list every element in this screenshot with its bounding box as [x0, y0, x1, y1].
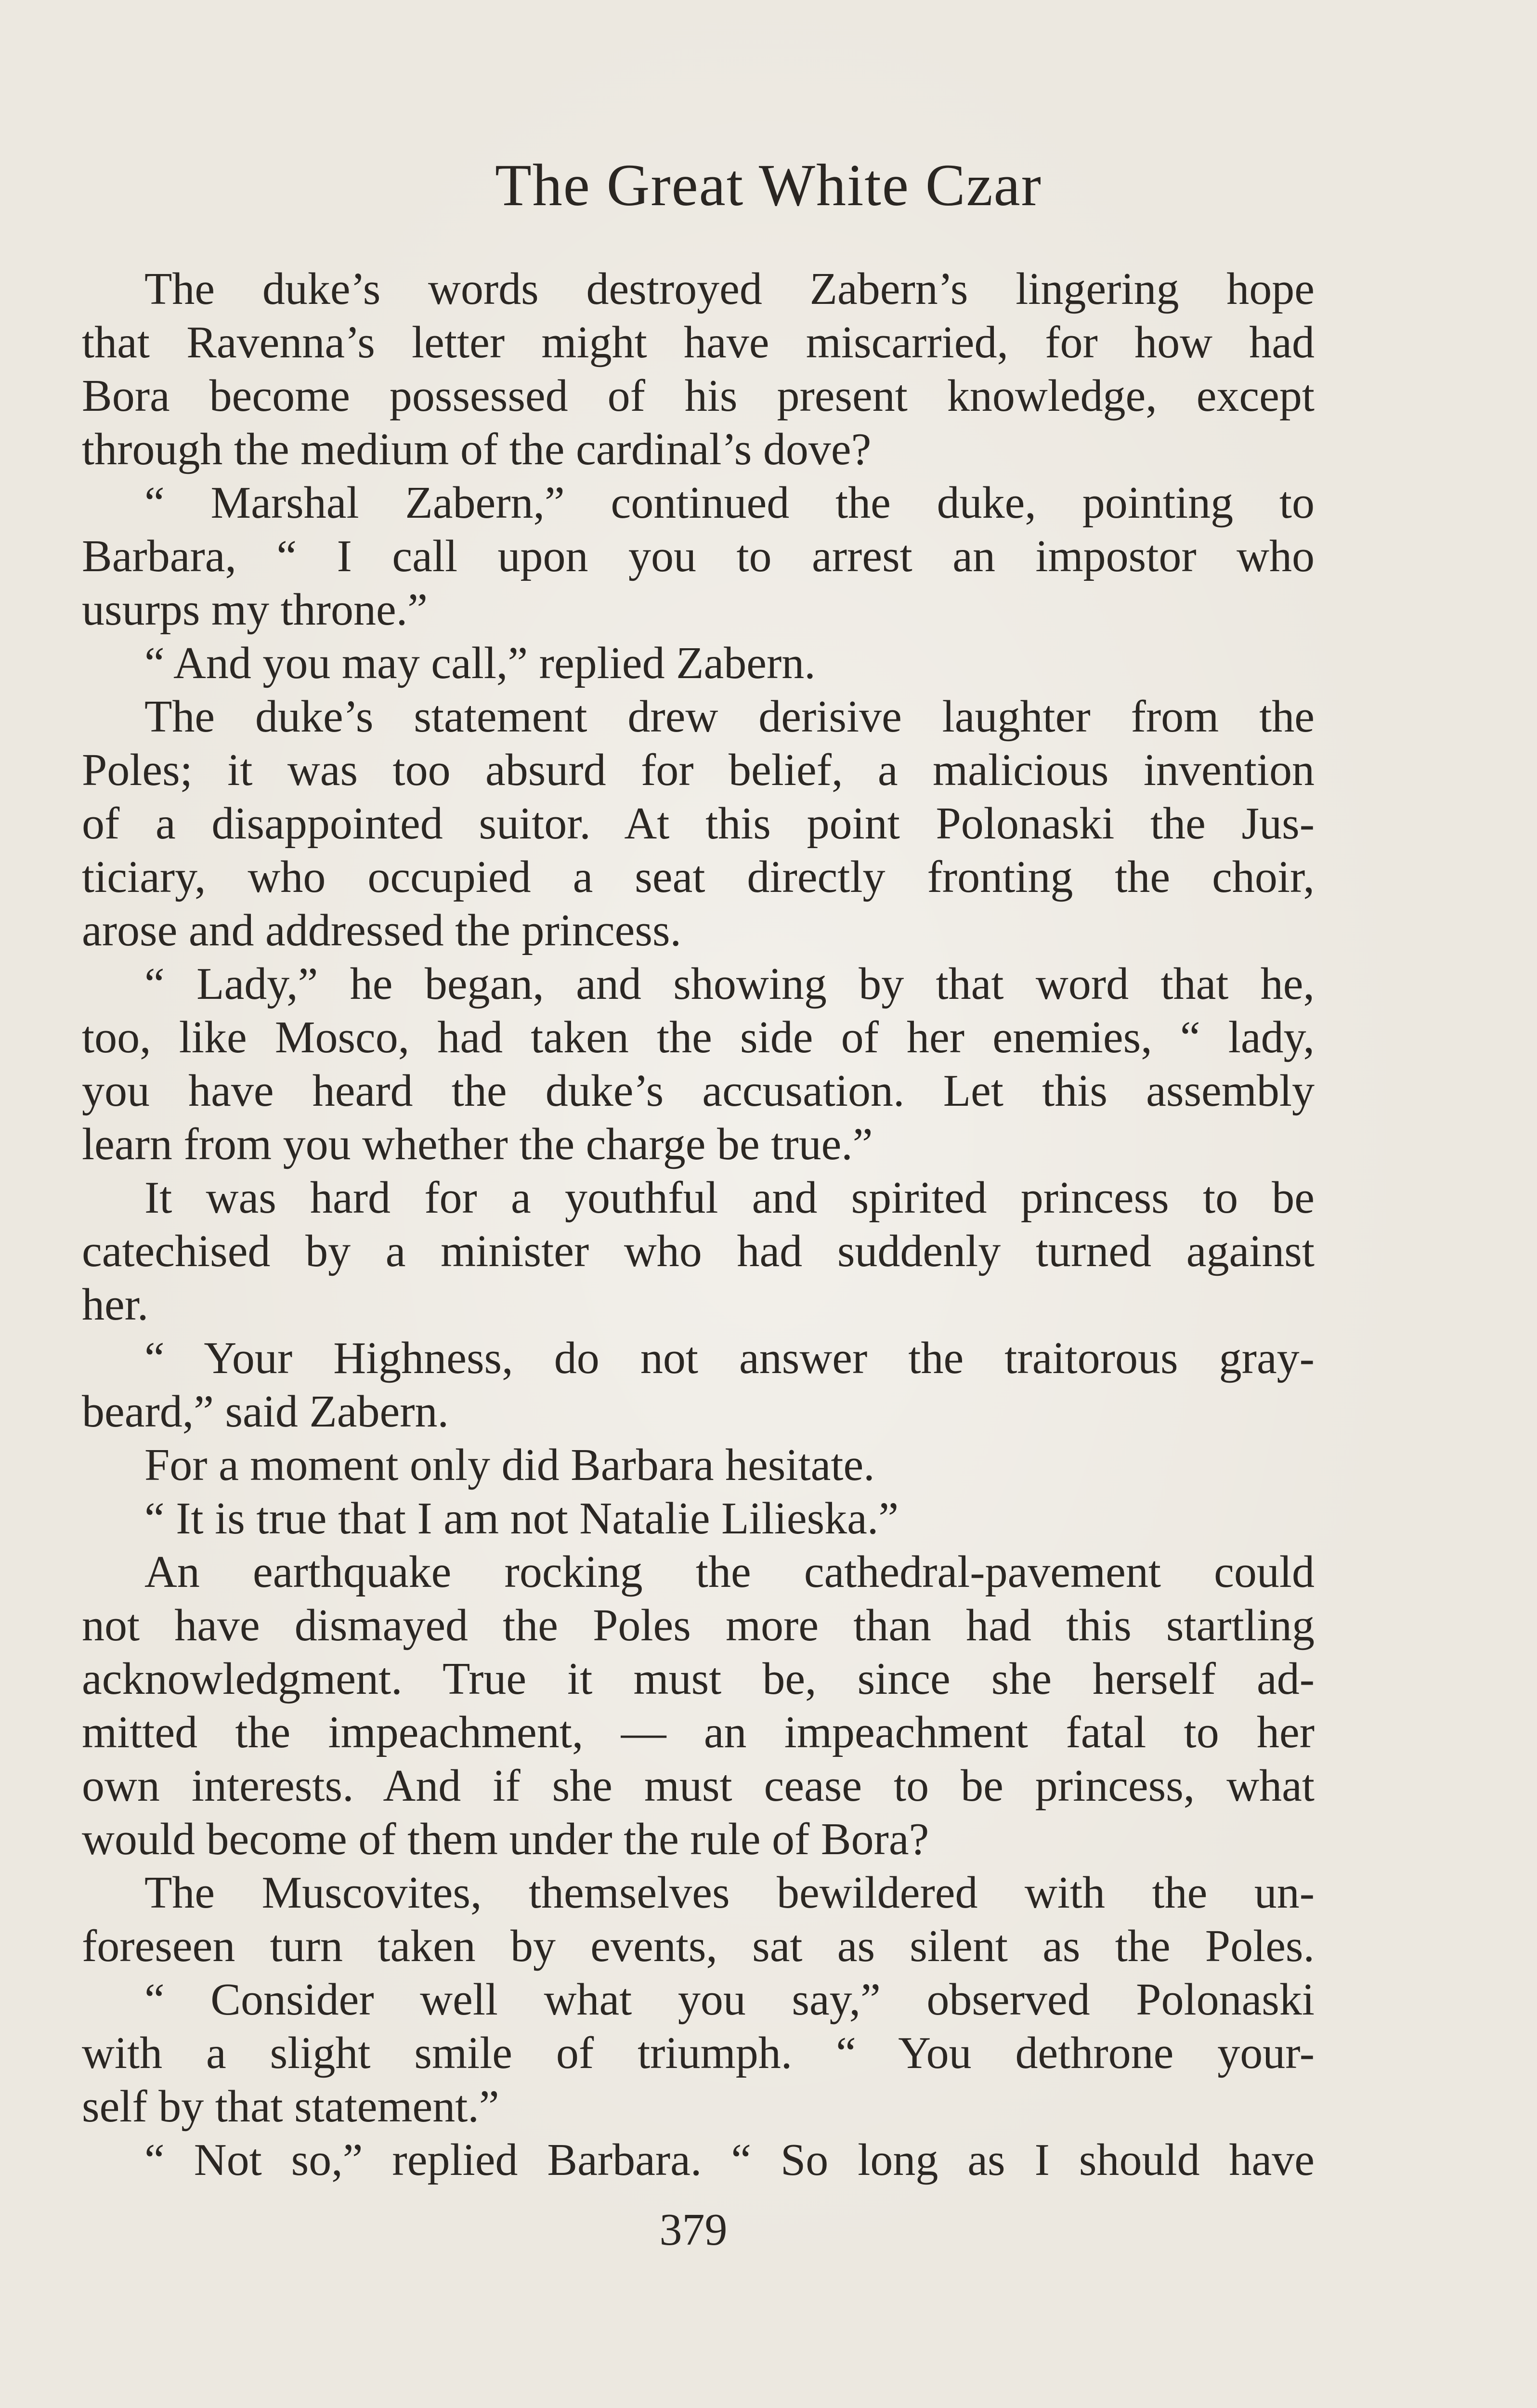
- body-text: [82, 262, 1315, 2187]
- text-line: would become of them under the rule of Bora?: [82, 1814, 929, 1864]
- text-line: through the medium of the cardinal’s dove?: [82, 424, 872, 474]
- text-line: An earthquake rocking the cathedral-pavement could: [144, 1547, 1315, 1597]
- text-line: It was hard for a youthful and spirited princess to be: [144, 1173, 1315, 1223]
- text-line: foreseen turn taken by events, sat as silent as the Poles.: [82, 1921, 1315, 1971]
- text-line: “ Consider well what you say,” observed Polonaski: [144, 1975, 1315, 2025]
- text-line: “ Not so,” replied Barbara. “ So long as I should have: [144, 2135, 1315, 2185]
- text-line: acknowledgment. True it must be, since she herself ad-: [82, 1654, 1315, 1704]
- text-line: not have dismayed the Poles more than had this startling: [82, 1600, 1315, 1650]
- text-line: Bora become possessed of his present knowledge, except: [82, 371, 1315, 421]
- text-line: Barbara, “ I call upon you to arrest an impostor who: [82, 531, 1315, 581]
- text-line: Poles; it was too absurd for belief, a malicious invention: [82, 745, 1315, 795]
- text-line: you have heard the duke’s accusation. Let this assembly: [82, 1066, 1315, 1116]
- text-line: “ It is true that I am not Natalie Lilieska.”: [144, 1493, 899, 1544]
- text-line: of a disappointed suitor. At this point Polonaski the Jus-: [82, 798, 1315, 849]
- text-line: beard,” said Zabern.: [82, 1387, 449, 1437]
- text-line: usurps my throne.”: [82, 585, 428, 635]
- text-line: catechised by a minister who had suddenly turned against: [82, 1226, 1315, 1276]
- text-line: “ Lady,” he began, and showing by that word that he,: [144, 959, 1315, 1009]
- text-line: “ And you may call,” replied Zabern.: [144, 638, 816, 688]
- text-line: The duke’s words destroyed Zabern’s lingering hope: [144, 264, 1315, 314]
- text-line: The duke’s statement drew derisive laughter from the: [144, 692, 1315, 742]
- text-line: arose and addressed the princess.: [82, 905, 682, 955]
- running-head: The Great White Czar: [495, 152, 1042, 218]
- text-line: with a slight smile of triumph. “ You dethrone your-: [82, 2028, 1315, 2078]
- page-number: 379: [659, 2205, 728, 2255]
- text-line: The Muscovites, themselves bewildered with the un-: [144, 1868, 1315, 1918]
- text-line: self by that statement.”: [82, 2081, 499, 2132]
- text-line: own interests. And if she must cease to be princess, what: [82, 1761, 1315, 1811]
- text-line: ticiary, who occupied a seat directly fronting the choir,: [82, 852, 1315, 902]
- text-line: too, like Mosco, had taken the side of her enemies, “ lady,: [82, 1012, 1315, 1062]
- text-line: For a moment only did Barbara hesitate.: [144, 1440, 875, 1490]
- text-line: mitted the impeachment, — an impeachment fatal to her: [82, 1707, 1315, 1757]
- text-line: her.: [82, 1280, 149, 1330]
- text-line: that Ravenna’s letter might have miscarried, for how had: [82, 317, 1315, 367]
- text-line: learn from you whether the charge be true.”: [82, 1119, 873, 1169]
- text-line: “ Your Highness, do not answer the traitorous gray-: [144, 1333, 1315, 1383]
- text-line: “ Marshal Zabern,” continued the duke, pointing to: [144, 478, 1315, 528]
